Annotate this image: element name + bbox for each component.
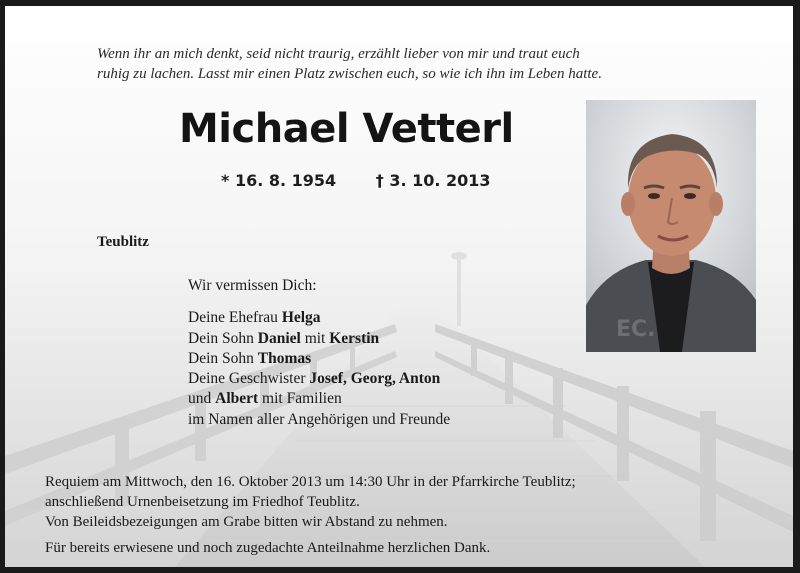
mourner-name: Daniel <box>257 329 301 347</box>
deceased-name: Michael Vetterl <box>179 106 514 152</box>
quote-line-2: ruhig zu lachen. Lasst mir einen Platz zwischen euch, so wie ich ihn im Leben hatte. <box>97 66 602 82</box>
birth-date: * 16. 8. 1954 <box>221 171 337 190</box>
service-line-1: Requiem am Mittwoch, den 16. Oktober 2013 um 14:30 Uhr in der Pfarrkirche Teublitz; <box>45 474 576 490</box>
service-line-3: Von Beileidsbezeigungen am Grabe bitten wir Abstand zu nehmen. <box>45 514 448 530</box>
mourner-name: Josef, Georg, Anton <box>309 370 441 388</box>
mourners-list <box>188 276 568 430</box>
town-name: Teublitz <box>97 234 149 250</box>
mourner-name: Albert <box>215 390 259 408</box>
mourner-relation: Dein Sohn <box>188 349 258 367</box>
portrait-photo <box>586 100 756 352</box>
memorial-quote <box>97 44 737 84</box>
svg-text:EC.: EC. <box>616 317 656 342</box>
mourner-line-4 <box>188 369 568 389</box>
mourner-line-6: im Namen aller Angehörigen und Freunde <box>188 410 451 428</box>
mourner-line-1 <box>188 308 568 328</box>
mourner-relation: mit Familien <box>258 390 342 408</box>
service-info <box>45 472 785 558</box>
service-line-2: anschließend Urnenbeisetzung im Friedhof Teublitz. <box>45 494 360 510</box>
thanks-line: Für bereits erwiesene und noch zugedachte Anteilnahme herzlichen Dank. <box>45 540 491 556</box>
mourner-relation: Deine Geschwister <box>188 370 310 388</box>
mourner-line-2 <box>188 329 568 349</box>
mourner-name: Helga <box>281 309 321 327</box>
mourner-name: Thomas <box>257 349 312 367</box>
life-dates <box>221 171 501 190</box>
mourner-connector: mit <box>300 329 330 347</box>
mourner-relation: Deine Ehefrau <box>188 309 282 327</box>
quote-line-1: Wenn ihr an mich denkt, seid nicht traurig, erzählt lieber von mir und traut euch <box>97 46 580 62</box>
death-date: † 3. 10. 2013 <box>375 171 491 190</box>
mourner-relation: Dein Sohn <box>188 329 258 347</box>
mourner-connector: und <box>188 390 216 408</box>
mourner-name: Kerstin <box>329 329 380 347</box>
mourner-line-5 <box>188 389 568 409</box>
mourner-line-3 <box>188 349 568 369</box>
mourners-intro: Wir vermissen Dich: <box>188 277 317 294</box>
obituary-notice <box>5 6 793 567</box>
